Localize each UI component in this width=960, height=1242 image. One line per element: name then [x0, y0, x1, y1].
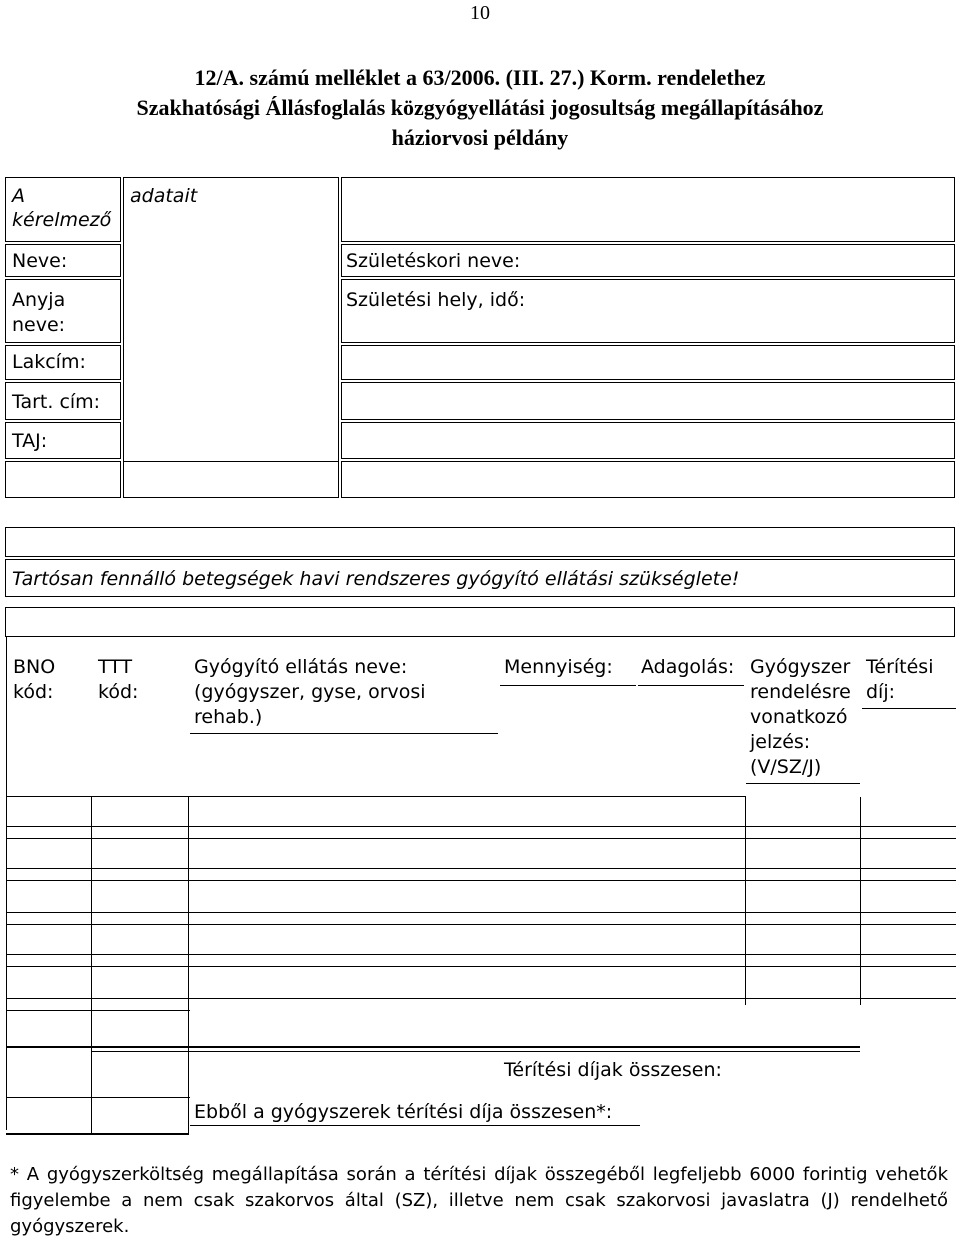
footnote: * A gyógyszerköltség megállapítása során a térítési díjak összegéből legfeljebb 6000 forintig vehetők figyelembe a nem csak szakorvos által (SZ), illetve nem csak szakorvosi javaslatra (J) rendelhető gyógyszerek.: [10, 1164, 948, 1237]
table-bottom-rule: [190, 1125, 640, 1126]
table-row-rule: [6, 868, 956, 869]
treatment-header-line1: Gyógyító ellátás neve:: [194, 656, 408, 678]
applicant-label-a: A: [12, 185, 25, 207]
table-col-fee-border: [860, 797, 861, 1005]
treatment-header-line2: (gyógyszer, gyse, orvosi: [194, 681, 426, 703]
treatment-header-rule: [190, 733, 498, 734]
postal-address-label: Tart. cím:: [12, 391, 101, 413]
chronic-spacer-row: [5, 607, 955, 637]
table-row-rule: [6, 880, 956, 881]
indication-header-line2: rendelésre: [750, 681, 851, 703]
medication-fees-total-label: Ebből a gyógyszerek térítési díja összesen*:: [194, 1101, 613, 1123]
fee-header-line2: díj:: [866, 681, 896, 703]
indication-header-line4: jelzés:: [750, 731, 811, 753]
indication-header-line3: vonatkozó: [750, 706, 848, 728]
table-row-rule: [6, 796, 746, 797]
indication-header-line1: Gyógyszer: [750, 656, 851, 678]
indication-header-rule: [746, 783, 860, 784]
table-left-border: [6, 637, 7, 1130]
birth-place-date-label: Születési hely, idő:: [346, 289, 526, 311]
table-row-rule: [6, 912, 956, 913]
table-row-rule: [6, 1097, 190, 1098]
table-col-indication-border: [745, 797, 746, 1005]
dosage-header: Adagolás:: [641, 656, 735, 678]
birth-name-label: Születéskori neve:: [346, 250, 521, 272]
page-number: 10: [470, 2, 490, 24]
quantity-header-rule: [500, 685, 636, 686]
table-bottom-rule: [6, 1133, 188, 1135]
applicant-label-kerelmezo: kérelmező: [12, 209, 112, 231]
fee-header-line1: Térítési: [866, 656, 934, 678]
chronic-title: Tartósan fennálló betegségek havi rendszeres gyógyító ellátási szükséglete!: [12, 568, 740, 590]
total-fees-label: Térítési díjak összesen:: [504, 1059, 722, 1081]
applicant-right-header-cell: [341, 177, 955, 242]
mother-label: Anyja: [12, 289, 66, 311]
applicant-label-adatait: adatait: [130, 185, 198, 207]
annex-title: 12/A. számú melléklet a 63/2006. (III. 27.) Korm. rendelethez: [194, 65, 766, 90]
address-label: Lakcím:: [12, 351, 86, 373]
quantity-header: Mennyiség:: [504, 656, 613, 678]
indication-header-line5: (V/SZ/J): [750, 756, 822, 778]
form-title: Szakhatósági Állásfoglalás közgyógyellátási jogosultság megállapításához: [136, 95, 824, 120]
table-row-rule: [6, 1010, 190, 1011]
ttt-header-line2: kód:: [98, 681, 139, 703]
table-row-rule: [6, 998, 956, 999]
table-row-rule: [6, 826, 956, 827]
dosage-header-rule: [638, 685, 744, 686]
table-row-rule: [6, 924, 956, 925]
table-row-rule: [6, 838, 956, 839]
chronic-top-row: [5, 527, 955, 557]
empty-label-cell: [5, 461, 121, 498]
bno-header-line2: kód:: [13, 681, 54, 703]
taj-value-cell[interactable]: [341, 422, 955, 459]
address-value-cell[interactable]: [341, 345, 955, 380]
ttt-header-line1: TTT: [98, 656, 133, 678]
table-row-rule: [6, 966, 956, 967]
name-label: Neve:: [12, 250, 68, 272]
postal-address-value-cell[interactable]: [341, 382, 955, 420]
applicant-value-cell[interactable]: [123, 177, 339, 498]
mother-name-label: neve:: [12, 314, 66, 336]
table-totals-rule: [91, 1051, 860, 1052]
empty-value-cell[interactable]: [341, 461, 955, 498]
treatment-header-line3: rehab.): [194, 706, 263, 728]
copy-designation: háziorvosi példány: [391, 125, 569, 150]
table-totals-rule: [6, 1046, 860, 1048]
taj-label: TAJ:: [12, 430, 48, 452]
applicant-value-bottom-cell[interactable]: [123, 461, 339, 498]
bno-header-line1: BNO: [13, 656, 56, 678]
fee-header-rule: [862, 708, 956, 709]
table-row-rule: [6, 954, 956, 955]
